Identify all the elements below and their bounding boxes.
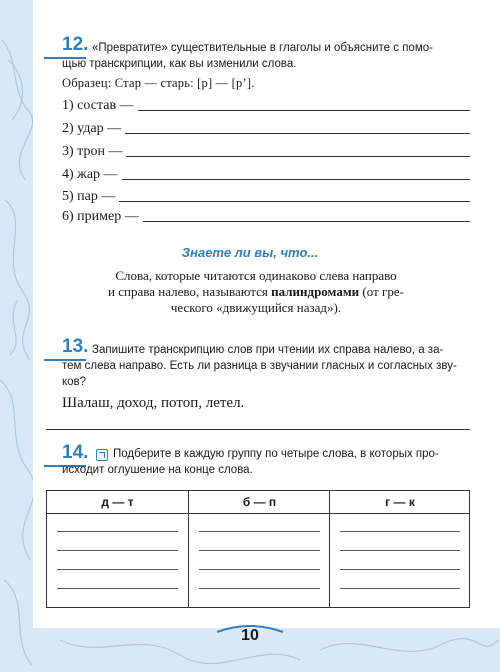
answer-row[interactable] xyxy=(62,94,470,114)
did-you-know-line2-a: и справа налево, называются xyxy=(108,284,272,299)
task-13-text-line2: тем слева направо. Есть ли разница в звучании гласных и согласных зву- xyxy=(62,360,457,372)
task-13-answer-line[interactable] xyxy=(46,429,470,430)
task-14-text-line2: исходит оглушение на конце слова. xyxy=(62,464,253,476)
table-column xyxy=(188,491,330,607)
answer-line[interactable] xyxy=(125,133,470,134)
task-12-sample: Образец: Стар — старь: [р] — [р’]. xyxy=(62,76,255,90)
did-you-know-title: Знаете ли вы, что... xyxy=(181,245,319,260)
answer-line[interactable] xyxy=(143,221,470,222)
answer-row-label: 2) удар — xyxy=(62,121,122,136)
cell-line[interactable] xyxy=(199,569,320,570)
cell-line[interactable] xyxy=(340,531,460,532)
task-13-text-line1: Запишите транскрипцию слов при чтении их справа налево, а за- xyxy=(92,344,444,356)
did-you-know-text xyxy=(70,268,442,316)
answer-row[interactable] xyxy=(62,163,470,183)
answer-row-label: 5) пар — xyxy=(62,189,116,204)
task-12-number: 12. xyxy=(62,34,89,55)
did-you-know-line1: Слова, которые читаются одинаково слева направо xyxy=(115,268,397,283)
cell-line[interactable] xyxy=(57,569,178,570)
answer-row[interactable] xyxy=(62,185,470,205)
cell-line[interactable] xyxy=(340,588,460,589)
answer-row[interactable] xyxy=(62,117,470,137)
answer-line[interactable] xyxy=(122,179,470,180)
cell-line[interactable] xyxy=(199,531,320,532)
answer-row-label: 3) трон — xyxy=(62,144,123,159)
column-header: д — т xyxy=(101,495,134,509)
did-you-know-line2 xyxy=(70,284,442,300)
cell-line[interactable] xyxy=(57,550,178,551)
answer-line[interactable] xyxy=(138,110,470,111)
task-12-text-line1: «Превратите» существительные в глаголы и объясните с помо- xyxy=(92,42,433,54)
task-13-number: 13. xyxy=(62,336,89,357)
task-13-text-line3: ков? xyxy=(62,376,87,388)
answer-row-label: 4) жар — xyxy=(62,167,118,182)
did-you-know-term: палиндромами xyxy=(271,284,360,299)
did-you-know-line3: ческого «движущийся назад»). xyxy=(170,300,342,315)
group-work-icon xyxy=(96,449,108,461)
cell-line[interactable] xyxy=(199,550,320,551)
answer-line[interactable] xyxy=(126,156,470,157)
task-14-number: 14. xyxy=(62,442,89,463)
cell-line[interactable] xyxy=(340,550,460,551)
answer-line[interactable] xyxy=(119,201,470,202)
task-14-text-line1: Подберите в каждую группу по четыре слова, в которых про- xyxy=(113,448,439,460)
answer-row-label: 1) состав — xyxy=(62,98,134,113)
column-header: б — п xyxy=(242,495,277,509)
cell-line[interactable] xyxy=(57,531,178,532)
task-13-words: Шалаш, доход, потоп, летел. xyxy=(62,395,245,411)
task-14-table xyxy=(46,490,470,608)
answer-row[interactable] xyxy=(62,140,470,160)
column-header: г — к xyxy=(385,495,415,509)
table-column xyxy=(47,491,188,607)
cell-line[interactable] xyxy=(199,588,320,589)
cell-line[interactable] xyxy=(340,569,460,570)
cell-line[interactable] xyxy=(57,588,178,589)
task-12-text-line2: щью транскрипции, как вы изменили слова. xyxy=(62,58,297,70)
page-number: 10 xyxy=(241,627,259,644)
answer-row[interactable] xyxy=(62,205,470,225)
table-column xyxy=(329,491,470,607)
did-you-know-line2-b: (от гре- xyxy=(359,284,404,299)
answer-row-label: 6) пример — xyxy=(62,209,139,224)
